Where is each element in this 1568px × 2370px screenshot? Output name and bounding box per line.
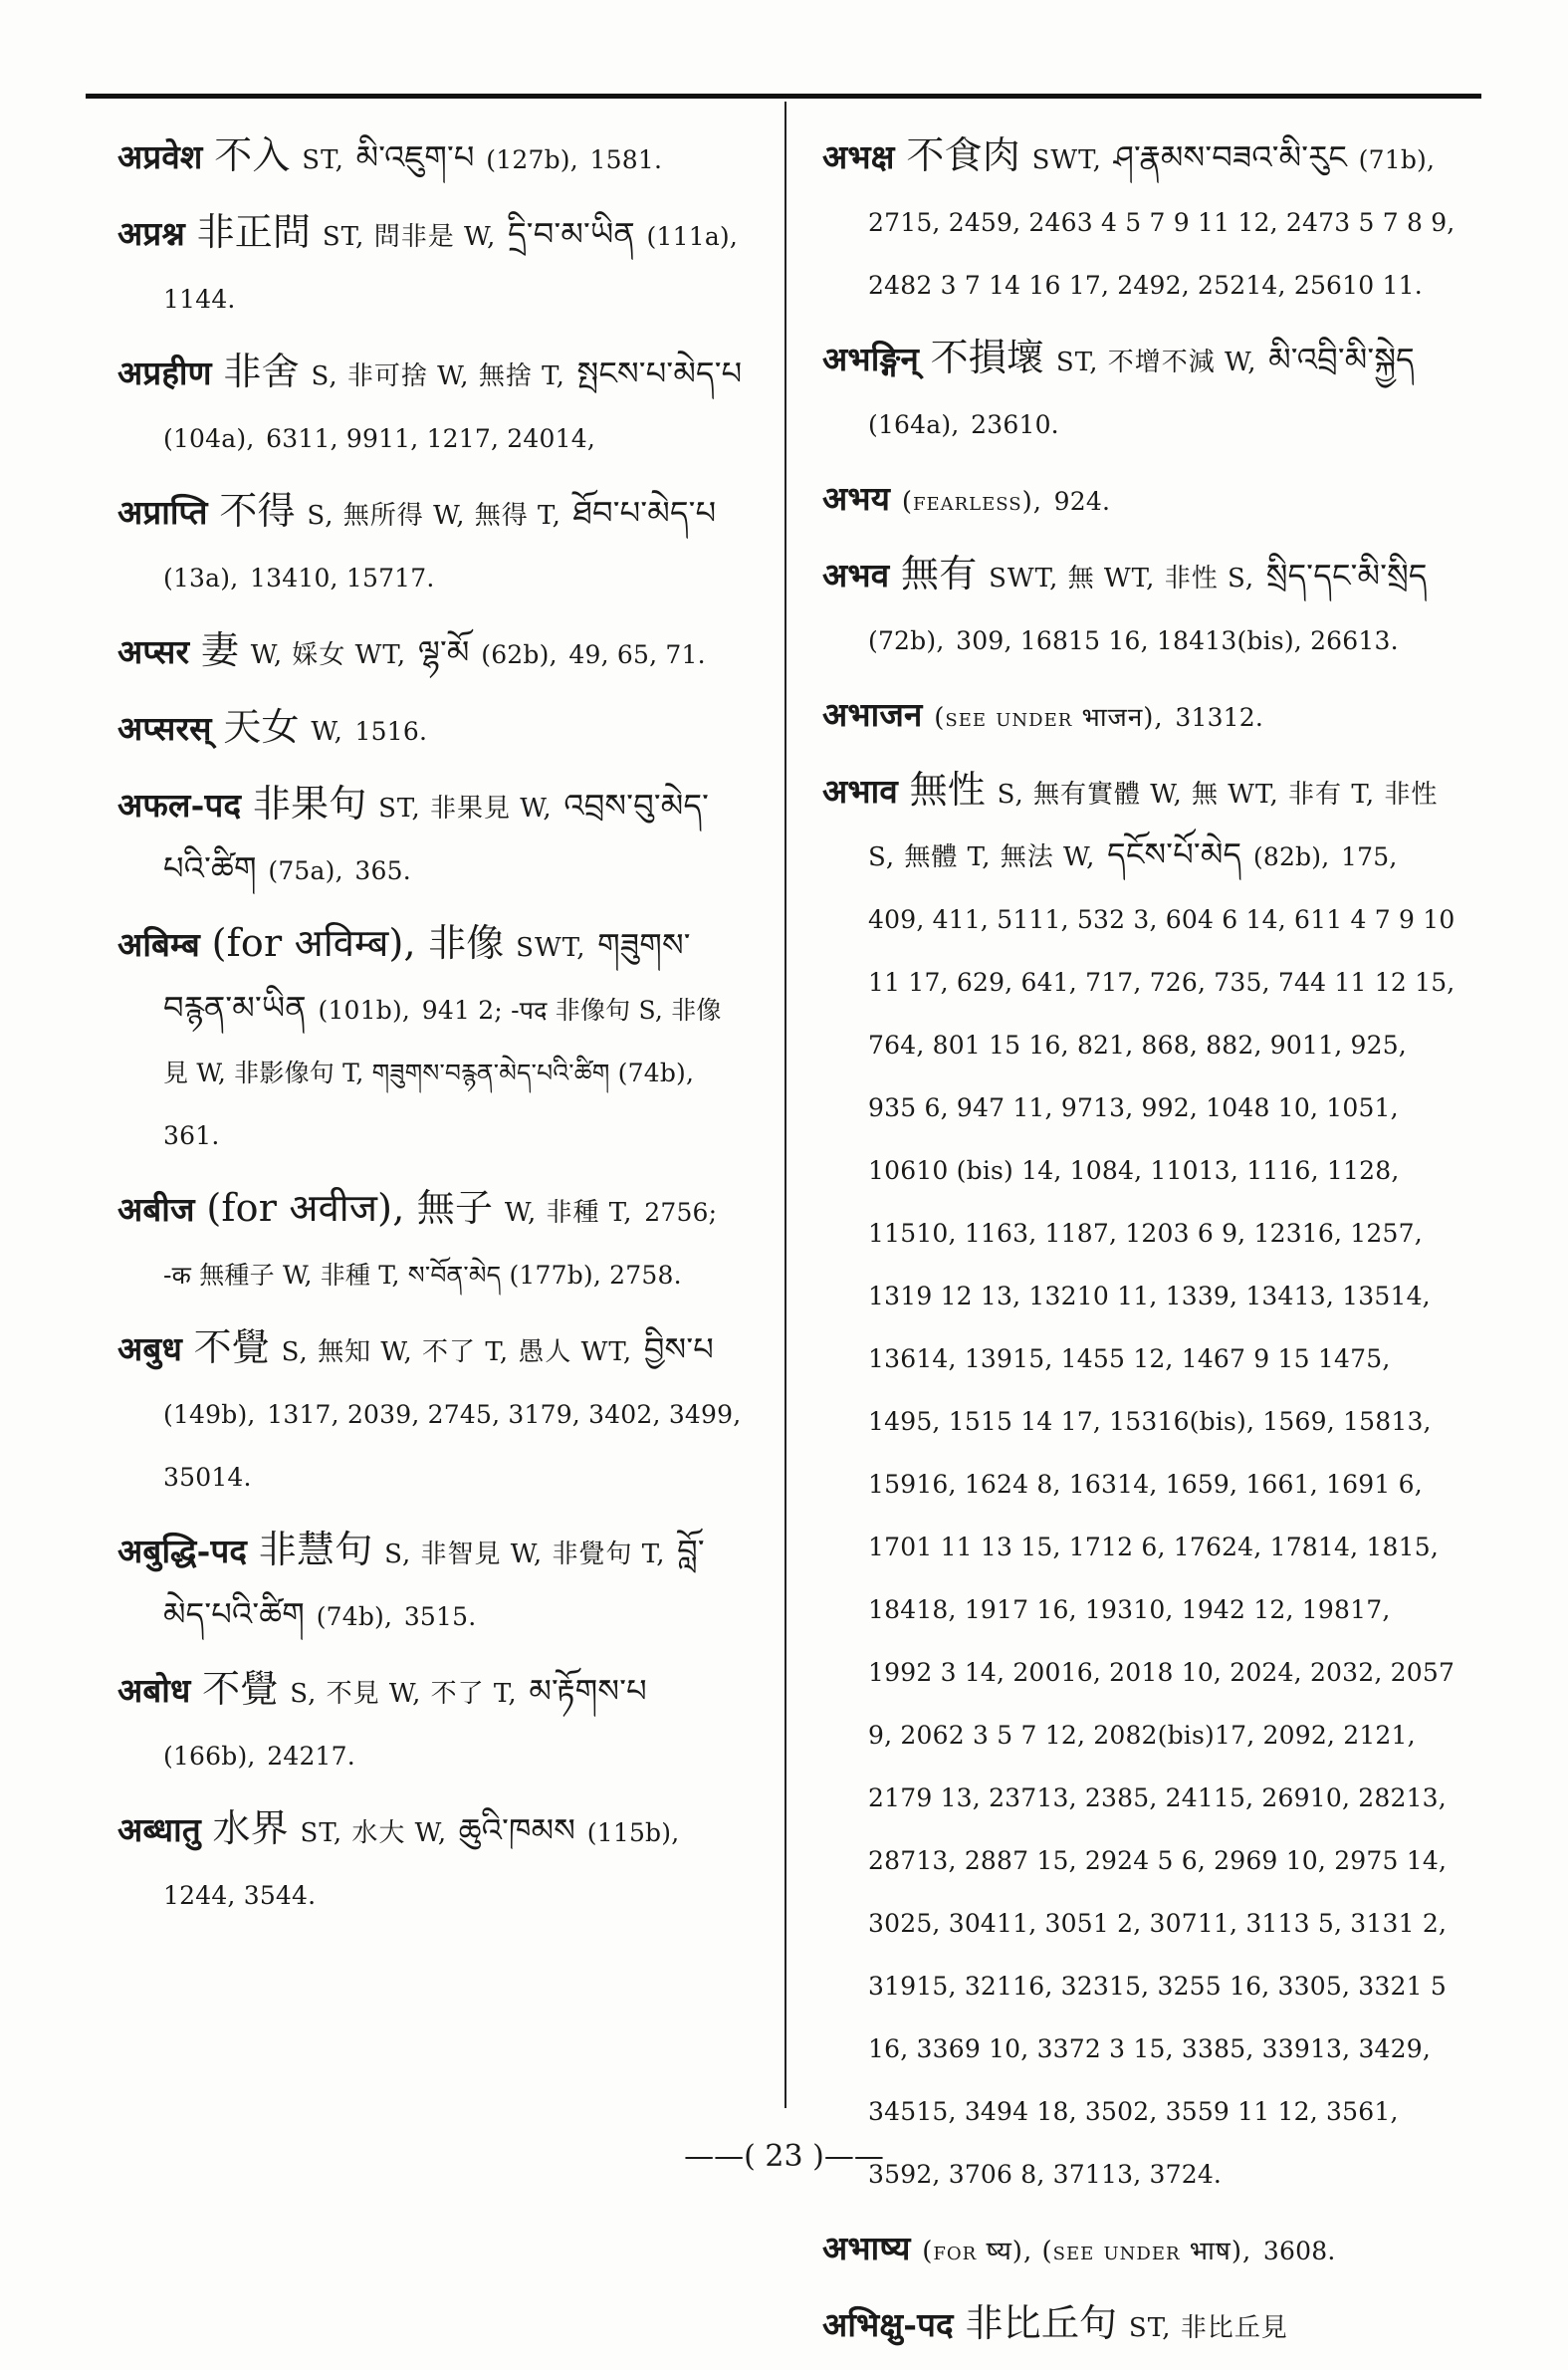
source-tags: ST, — [302, 145, 344, 175]
headword: अभङ्गिन् — [822, 340, 919, 378]
dictionary-entry — [117, 1178, 745, 1305]
left-column — [117, 125, 745, 1938]
tibetan-gloss: ཤ་རྣམས་བཟའ་མི་རུང — [1113, 138, 1348, 176]
page-refs: 1317, 2039, 2745, 3179, 3402, 3499, 35014. — [163, 1400, 742, 1492]
chinese-gloss: 無有 — [901, 552, 978, 595]
dictionary-entry — [117, 342, 745, 469]
tibetan-gloss: ལྷ་མོ — [417, 633, 470, 671]
page-refs: 941 2; -पद 非像句 S, 非像見 W, 非影像句 T, གཟུགས་བརྙན་མེད་པའི་ཚིག (74b), 361. — [163, 996, 722, 1150]
folio-ref: (82b), — [1252, 842, 1330, 871]
chinese-gloss: 妻 — [200, 628, 240, 672]
tibetan-gloss: སྲིད་དང་མི་སྲིད — [1265, 557, 1428, 594]
folio-ref: (104a), — [163, 424, 255, 453]
chinese-gloss: 不覺 — [202, 1667, 279, 1711]
tibetan-gloss: སྤངས་པ་མེད་པ — [576, 355, 743, 392]
dictionary-entry — [117, 202, 745, 330]
headword: अभाजन — [822, 695, 923, 734]
source-tags: ST, 問非是 W, — [322, 222, 497, 252]
dictionary-entry — [117, 1317, 745, 1508]
tibetan-gloss: མི་འཇུག་པ — [355, 138, 475, 176]
folio-ref: (127b), — [486, 145, 578, 174]
chinese-gloss: 不覺 — [193, 1325, 271, 1369]
chinese-gloss: 非慧句 — [258, 1528, 373, 1571]
page-refs: 2756; -क 無種子 W, 非種 T, ས་བོན་མེད (177b), 2758. — [163, 1198, 718, 1290]
folio-ref: (75a), — [268, 856, 343, 885]
headword: अप्सर — [117, 632, 190, 671]
dictionary-entry — [822, 125, 1459, 316]
dictionary-entry — [117, 125, 745, 190]
folio-ref: (101b), — [318, 996, 411, 1025]
folio-ref: (62b), — [481, 640, 558, 669]
source-tags: ST, 不增不減 W, — [1055, 348, 1257, 377]
headword: अभाष्य — [822, 2229, 911, 2267]
headword: अभिक्षु-पद — [822, 2305, 954, 2344]
page-refs: 1144. — [163, 285, 236, 314]
tibetan-gloss: དངོས་པོ་མེད — [1107, 835, 1242, 873]
source-tags: (see under भाजन), — [934, 703, 1164, 733]
tibetan-gloss: མ་རྟོགས་པ — [529, 1672, 647, 1710]
page-refs: 1581. — [589, 145, 663, 174]
headword: अबीज — [117, 1190, 195, 1229]
headword: अभय — [822, 479, 891, 518]
dictionary-entry — [117, 1798, 745, 1926]
headword: अबिम्ब — [117, 925, 200, 964]
chinese-gloss: 非比丘句 — [965, 2301, 1118, 2345]
dictionary-entry — [822, 544, 1459, 671]
headword: अप्रवेश — [117, 137, 203, 176]
tibetan-gloss: བྱིས་པ — [643, 1330, 714, 1368]
page-refs: 23610. — [971, 410, 1059, 439]
dictionary-entry — [117, 1520, 745, 1647]
page-refs: 24217. — [267, 1742, 355, 1771]
headword: अभक्ष — [822, 137, 895, 176]
page-refs: 2715, 2459, 2463 4 5 7 9 11 12, 2473 5 7 8 9, 2482 3 7 14 16 17, 2492, 25214, 25610 11. — [868, 208, 1456, 300]
chinese-gloss: 不食肉 — [906, 133, 1020, 177]
page-number: ——( 23 )—— — [684, 2139, 884, 2174]
dictionary-entry — [117, 1659, 745, 1786]
dictionary-entry — [822, 467, 1459, 532]
source-tags: S, 非智見 W, 非覺句 T, — [384, 1540, 666, 1569]
folio-ref: (115b), — [586, 1818, 680, 1847]
folio-ref: (164a), — [868, 410, 960, 439]
page-refs: 924. — [1053, 487, 1111, 516]
tibetan-gloss: འབྲས་བུ་མེད་པའི་ཚིག — [163, 787, 710, 887]
source-tags: W, 婇女 WT, — [250, 640, 407, 670]
page-refs: 13410, 15717. — [250, 564, 435, 592]
headword: अप्रहीण — [117, 354, 212, 392]
dictionary-entry — [117, 774, 745, 901]
dictionary-entry — [822, 683, 1459, 748]
dictionary-entry — [822, 328, 1459, 455]
folio-ref: (74b), — [316, 1602, 393, 1631]
chinese-gloss: 無性 — [909, 768, 986, 812]
tibetan-gloss: གཟུགས་བརྙན་མ་ཡིན — [163, 926, 691, 1027]
source-tags: S, 無知 W, 不了 T, 愚人 WT, — [281, 1337, 633, 1367]
folio-ref: (166b), — [163, 1742, 256, 1771]
page-refs: 175, 409, 411, 5111, 532 3, 604 6 14, 611 4 7 9 10 11 17, 629, 641, 717, 726, 735, 744 11 12 15, 764, 801 15 16, 821, 868, 882, 9011, 925, 935 6, 947 11, 9713, 992, 1048 10, 1051, 10610 (bis) 14, 1084, 11013, 1116, 1128, 11510, 1163, 1187, 1203 6 9, 12316, 1257, 1319 12 13, 13210 11, 1339, 13413, 13514, 13614, 13915, 1455 12, 1467 9 15 1475, 1495, 1515 14 17, 15316(bis), 1569, 15813, 15916, 1624 8, 16314, 1659, 1661, 1691 6, 1701 11 13 15, 1712 6, 17624, 17814, 1815, 18418, 1917 16, 19310, 1942 12, 19817, 1992 3 14, 20016, 2018 10, 2024, 2032, 2057 9, 2062 3 5 7 12, 2082(bis)17, 2092, 2121, 2179 13, 23713, 2385, 24115, 26910, 28213, 28713, 2887 15, 2924 5 6, 2969 10, 2975 14, 3025, 30411, 3051 2, 30711, 3113 5, 3131 2, 31915, 32116, 32315, 3255 16, 3305, 3321 5 16, 3369 10, 3372 3 15, 3385, 33913, 3429, 34515, 3494 18, 3502, 3559 11 12, 3561, 3592, 3706 8, 37113, 3724. — [868, 842, 1456, 2189]
top-rule — [86, 94, 1481, 99]
page-refs: 3515. — [403, 1602, 477, 1631]
headword: अप्रश्न — [117, 214, 185, 253]
headword: अफल-पद — [117, 786, 242, 825]
dictionary-entry — [117, 697, 745, 762]
page-refs: 1244, 3544. — [163, 1881, 317, 1910]
chinese-gloss: (for अवीज), 無子 — [206, 1186, 494, 1230]
source-tags: SWT, 無 WT, 非性 S, — [989, 564, 1255, 593]
folio-ref: (111a), — [646, 222, 739, 251]
tibetan-gloss: ཆུའི་ཁམས — [458, 1811, 576, 1849]
dictionary-entry — [822, 2293, 1459, 2358]
headword: अब्धातु — [117, 1810, 201, 1849]
headword: अबुध — [117, 1329, 182, 1368]
page-refs: 3608. — [1262, 2237, 1336, 2265]
source-tags: S, 無所得 W, 無得 T, — [307, 501, 561, 531]
chinese-gloss: 不入 — [214, 133, 291, 177]
chinese-gloss: 不損壞 — [930, 336, 1045, 379]
source-tags: SWT, — [516, 933, 586, 963]
page-refs: 365. — [354, 856, 411, 885]
headword: अभाव — [822, 772, 898, 811]
tibetan-gloss: དྲི་བ་མ་ཡིན — [508, 215, 635, 253]
source-tags: W, — [311, 717, 343, 747]
page-refs: 31312. — [1175, 703, 1264, 732]
tibetan-gloss: མི་འབྲི་མི་སྐྱེད — [1268, 341, 1415, 378]
headword: अप्राप्ति — [117, 493, 208, 532]
source-tags: SWT, — [1031, 145, 1102, 175]
folio-ref: (149b), — [163, 1400, 256, 1429]
source-tags: S, 非可捨 W, 無捨 T, — [311, 361, 565, 391]
headword: अबुद्धि-पद — [117, 1532, 248, 1570]
folio-ref: (13a), — [163, 564, 239, 592]
chinese-gloss: 天女 — [223, 705, 300, 749]
chinese-gloss: 水界 — [212, 1806, 289, 1850]
headword: अभव — [822, 556, 890, 594]
folio-ref: (71b), — [1358, 145, 1436, 174]
source-tags: (for ष्य), (see under भाष), — [922, 2237, 1252, 2266]
dictionary-entry — [117, 481, 745, 608]
source-tags: ST, 非果見 W, — [378, 794, 553, 824]
right-column — [822, 125, 1459, 2370]
folio-ref: (72b), — [868, 626, 945, 655]
chinese-gloss: 不得 — [219, 489, 296, 533]
tibetan-gloss: ཐོབ་པ་མེད་པ — [572, 494, 717, 532]
source-tags: ST, 水大 W, — [300, 1818, 448, 1848]
source-tags: S, 不見 W, 不了 T, — [290, 1679, 518, 1709]
headword: अप्सरस् — [117, 709, 212, 748]
page-refs: 1516. — [354, 717, 428, 746]
tibetan-gloss: བློ་མེད་པའི་ཚིག — [163, 1533, 705, 1633]
chinese-gloss: (for अविम्ब), 非像 — [211, 921, 505, 965]
page-refs: 6311, 9911, 1217, 24014, — [266, 424, 595, 453]
dictionary-entry — [822, 2217, 1459, 2281]
dictionary-entry — [117, 620, 745, 685]
dictionary-entry — [117, 913, 745, 1166]
dictionary-entry — [822, 760, 1459, 2205]
source-tags: W, 非種 T, — [504, 1198, 633, 1228]
source-tags: S, 無有實體 W, 無 WT, 非有 T, 非性 S, 無體 T, 無法 W, — [868, 780, 1439, 872]
chinese-gloss: 非正問 — [196, 210, 312, 254]
page-refs: 49, 65, 71. — [568, 640, 706, 669]
source-tags: ST, 非比丘見 — [1128, 2313, 1288, 2343]
page-refs: 309, 16815 16, 18413(bis), 26613. — [956, 626, 1399, 655]
source-tags: (fearless), — [901, 487, 1042, 517]
chinese-gloss: 非果句 — [252, 782, 367, 826]
chinese-gloss: 非舍 — [223, 350, 300, 393]
column-divider — [784, 102, 786, 2108]
headword: अबोध — [117, 1671, 191, 1710]
